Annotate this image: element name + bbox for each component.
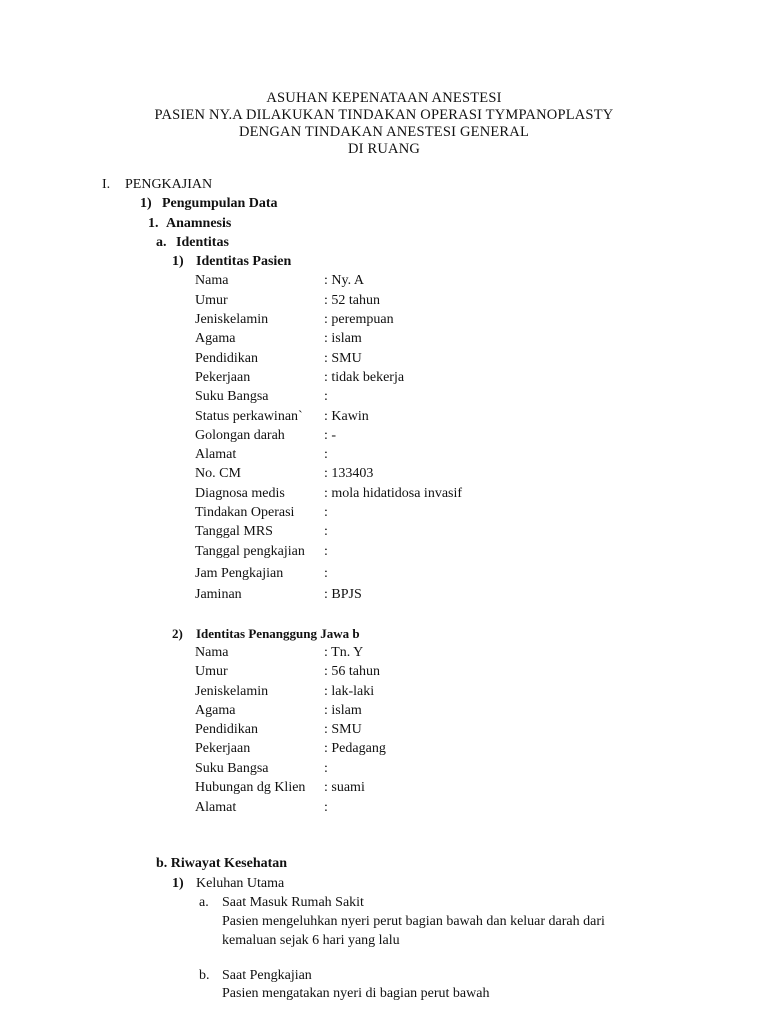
- guardian-field-label: Pekerjaan: [195, 741, 251, 756]
- complaint-title: Keluhan Utama: [196, 876, 285, 891]
- patient-field-value: :: [324, 389, 328, 404]
- patient-field-value: : 133403: [324, 466, 374, 481]
- patient-field-value: : SMU: [324, 351, 362, 366]
- patient-field-label: Umur: [195, 293, 228, 308]
- guardian-identity-number: 2): [172, 626, 183, 641]
- guardian-field-label: Pendidikan: [195, 722, 258, 737]
- patient-field-value: : tidak bekerja: [324, 370, 405, 385]
- complaint-a-title: Saat Masuk Rumah Sakit: [222, 895, 364, 910]
- patient-field-value: : 52 tahun: [324, 293, 380, 308]
- patient-field-value: :: [324, 505, 328, 520]
- complaint-a-text-line-1: Pasien mengeluhkan nyeri perut bagian bawah dan keluar darah dari: [222, 914, 605, 929]
- identitas-title: Identitas: [176, 235, 229, 250]
- anamnesis-title: Anamnesis: [166, 216, 232, 231]
- doc-title-line-2: PASIEN NY.A DILAKUKAN TINDAKAN OPERASI TYMPANOPLASTY: [154, 107, 614, 123]
- section-title: PENGKAJIAN: [125, 177, 213, 192]
- complaint-b-text: Pasien mengatakan nyeri di bagian perut bawah: [222, 986, 490, 1001]
- guardian-field-value: : SMU: [324, 722, 362, 737]
- subsection-number: 1): [140, 196, 152, 211]
- patient-field-value: : Ny. A: [324, 273, 364, 288]
- patient-field-label: Suku Bangsa: [195, 389, 269, 404]
- history-heading: b. Riwayat Kesehatan: [156, 856, 288, 871]
- guardian-field-value: : Pedagang: [324, 741, 386, 756]
- patient-field-value: : mola hidatidosa invasif: [324, 486, 463, 501]
- patient-field-label: Golongan darah: [195, 428, 285, 443]
- guardian-field-label: Alamat: [195, 800, 237, 815]
- patient-field-value: :: [324, 544, 328, 559]
- identitas-letter: a.: [156, 235, 167, 250]
- doc-title-line-1: ASUHAN KEPENATAAN ANESTESI: [266, 90, 502, 106]
- patient-field-value: : perempuan: [324, 312, 394, 327]
- patient-field-label: Jam Pengkajian: [195, 566, 284, 581]
- patient-field-label: Diagnosa medis: [195, 486, 285, 501]
- guardian-field-value: : islam: [324, 703, 362, 718]
- guardian-field-value: : lak-laki: [324, 684, 375, 699]
- anamnesis-number: 1.: [148, 216, 159, 231]
- patient-field-label: Alamat: [195, 447, 237, 462]
- guardian-field-label: Nama: [195, 645, 229, 660]
- complaint-b-letter: b.: [199, 968, 210, 983]
- doc-title-line-3: DENGAN TINDAKAN ANESTESI GENERAL: [238, 124, 530, 140]
- patient-field-label: Tanggal MRS: [195, 524, 273, 539]
- guardian-field-value: : Tn. Y: [324, 645, 364, 660]
- guardian-field-value: :: [324, 761, 328, 776]
- guardian-field-value: : suami: [324, 780, 365, 795]
- guardian-field-label: Jeniskelamin: [195, 684, 269, 699]
- patient-field-value: : BPJS: [324, 587, 362, 602]
- guardian-field-value: : 56 tahun: [324, 664, 380, 679]
- patient-field-value: :: [324, 524, 328, 539]
- guardian-field-label: Agama: [195, 703, 236, 718]
- patient-field-value: : Kawin: [324, 409, 369, 424]
- complaint-a-text-line-2: kemaluan sejak 6 hari yang lalu: [222, 933, 400, 948]
- patient-field-label: Nama: [195, 273, 229, 288]
- guardian-field-value: :: [324, 800, 328, 815]
- section-number: I.: [102, 177, 111, 192]
- patient-field-label: No. CM: [195, 466, 241, 481]
- complaint-number: 1): [172, 876, 184, 891]
- complaint-b-title: Saat Pengkajian: [222, 968, 312, 983]
- doc-title-line-4: DI RUANG: [347, 141, 421, 157]
- guardian-field-label: Hubungan dg Klien: [195, 780, 306, 795]
- guardian-identity-heading: Identitas Penanggung Jawa b: [196, 626, 360, 641]
- guardian-field-label: Suku Bangsa: [195, 761, 269, 776]
- patient-field-value: :: [324, 447, 328, 462]
- patient-field-label: Pendidikan: [195, 351, 258, 366]
- patient-field-label: Pekerjaan: [195, 370, 251, 385]
- patient-identity-heading: Identitas Pasien: [196, 254, 292, 269]
- complaint-a-letter: a.: [199, 895, 209, 910]
- patient-field-label: Tanggal pengkajian: [195, 544, 305, 559]
- patient-field-value: : -: [324, 428, 337, 443]
- patient-field-label: Agama: [195, 331, 236, 346]
- patient-field-label: Status perkawinan`: [195, 409, 303, 424]
- subsection-title: Pengumpulan Data: [162, 196, 278, 211]
- patient-field-label: Jaminan: [195, 587, 242, 602]
- patient-field-value: : islam: [324, 331, 362, 346]
- patient-field-value: :: [324, 566, 328, 581]
- guardian-field-label: Umur: [195, 664, 228, 679]
- patient-identity-number: 1): [172, 254, 184, 269]
- patient-field-label: Tindakan Operasi: [195, 505, 295, 520]
- patient-field-label: Jeniskelamin: [195, 312, 269, 327]
